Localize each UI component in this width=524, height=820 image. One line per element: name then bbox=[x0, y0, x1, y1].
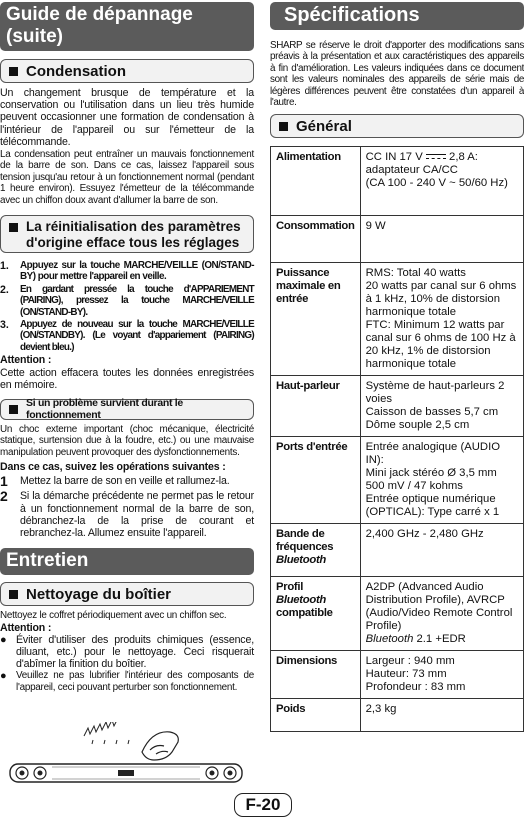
reset-step bbox=[0, 260, 254, 283]
spec-label: Dimensions bbox=[271, 651, 361, 699]
profile-bluetooth: Bluetooth bbox=[276, 594, 327, 607]
reset-step-number: 1. bbox=[0, 260, 9, 273]
problem-step-text: Si la démarche précédente ne permet pas le retour à un fonctionnement normal de la barre de son, débranchez-la de la prise de courant et rebranchez-la. Allumez ensuite l'appareil. bbox=[20, 490, 254, 539]
problem-lead: Dans ce cas, suivez les opérations suivantes : bbox=[0, 461, 226, 474]
spec-value: 2,400 GHz - 2,480 GHz bbox=[360, 524, 523, 577]
problem-step-text: Mettez la barre de son en veille et rallumez-la. bbox=[20, 475, 230, 488]
reset-step bbox=[0, 319, 254, 353]
reset-title-line-1: La réinitialisation des paramètres bbox=[26, 219, 241, 235]
problem-title: Si un problème survient durant le fonctionnement bbox=[26, 397, 183, 422]
cleaning-attention-label: Attention : bbox=[0, 621, 52, 634]
cleaning-bullet bbox=[0, 670, 254, 693]
reset-title-line-2: d'origine efface tous les réglages bbox=[26, 235, 240, 251]
reset-title-box bbox=[0, 215, 254, 253]
reset-step-text: En gardant pressée la touche d'APPARIEMENT (PAIRING), pressez la touche MARCHE/VEILLE (ON/STAND-BY). bbox=[20, 283, 254, 318]
dc-symbol-icon bbox=[426, 153, 446, 161]
spec-value bbox=[360, 577, 523, 651]
specifications-table bbox=[270, 146, 524, 732]
bullet-dot-icon: ● bbox=[0, 670, 7, 683]
condensation-title-box bbox=[0, 59, 254, 83]
square-bullet-icon bbox=[9, 405, 18, 414]
power-supply-voltage: CC IN 17 V bbox=[365, 151, 423, 164]
spec-value: 9 W bbox=[360, 216, 523, 263]
spec-label: Haut-parleur bbox=[271, 376, 361, 437]
spec-row-power-supply bbox=[271, 147, 524, 216]
spec-value: 2,3 kg bbox=[360, 699, 523, 732]
spec-row-max-power bbox=[271, 263, 524, 376]
soundbar-icon bbox=[10, 764, 242, 782]
reset-step-number: 2. bbox=[0, 283, 9, 296]
page-number: F-20 bbox=[234, 793, 292, 817]
spec-row-consumption bbox=[271, 216, 524, 263]
profile-label: Profil bbox=[276, 581, 304, 594]
spec-row-profile bbox=[271, 577, 524, 651]
profile-compatible: compatible bbox=[276, 607, 333, 620]
spec-value: RMS: Total 40 watts 20 watts par canal sur 6 ohms à 1 kHz, 10% de distorsion harmonique totale FTC: Minimum 12 watts par canal sur 6 ohms de 100 Hz à 20 kHz, 1% de distorsion harmonique totale bbox=[360, 263, 523, 376]
problem-title-box bbox=[0, 399, 254, 420]
bullet-dot-icon: ● bbox=[0, 633, 7, 646]
spec-value bbox=[360, 147, 523, 216]
square-bullet-icon bbox=[279, 122, 288, 131]
condensation-paragraph-2: La condensation peut entraîner un mauvais fonctionnement de la barre de son. Dans ce cas, laissez l'appareil sous tension jusqu'au retour à un fonctionnement normal (pendant 1 heure environ). Essuyez l'émetteur de la télécommande avec un chiffon doux avant d'allumer la barre de son. bbox=[0, 149, 254, 206]
spec-label: Poids bbox=[271, 699, 361, 732]
power-supply-adapter: adaptateur CA/CC bbox=[365, 164, 458, 177]
spec-row-dimensions bbox=[271, 651, 524, 699]
cleaning-title-box bbox=[0, 582, 254, 606]
spec-label: Consommation bbox=[271, 216, 361, 263]
hand-cloth-icon bbox=[142, 732, 178, 760]
spec-label bbox=[271, 577, 361, 651]
entretien-header: Entretien bbox=[0, 548, 254, 575]
spec-label: Alimentation bbox=[271, 147, 361, 216]
square-bullet-icon bbox=[9, 67, 18, 76]
spec-row-input-ports bbox=[271, 437, 524, 524]
square-bullet-icon bbox=[9, 223, 18, 232]
soundbar-cleaning-illustration bbox=[0, 722, 254, 792]
problem-step bbox=[0, 490, 254, 539]
spec-row-weight bbox=[271, 699, 524, 732]
profile-bluetooth-version-name: Bluetooth bbox=[365, 633, 414, 646]
spec-value: Largeur : 940 mm Hauteur: 73 mm Profondeur : 83 mm bbox=[360, 651, 523, 699]
cleaning-bullet bbox=[0, 634, 254, 671]
cleaning-bullet-text: Veuillez ne pas lubrifier l'intérieur des composants de l'appareil, ceci pouvant perturber son fonctionnement. bbox=[16, 670, 254, 693]
reset-title bbox=[26, 219, 241, 251]
reset-step-text: Appuyez sur la touche MARCHE/VEILLE (ON/STAND-BY) pour mettre l'appareil en veille. bbox=[20, 260, 254, 283]
frequency-band-bluetooth: Bluetooth bbox=[276, 554, 327, 567]
spec-label bbox=[271, 524, 361, 577]
problem-step bbox=[0, 475, 254, 488]
problem-step-number: 1 bbox=[0, 473, 8, 490]
frequency-band-label: Bande de fréquences bbox=[276, 528, 334, 554]
right-column bbox=[270, 0, 524, 732]
spec-value: Système de haut-parleurs 2 voies Caisson de basses 5,7 cm Dôme souple 2,5 cm bbox=[360, 376, 523, 437]
reset-step-number: 3. bbox=[0, 319, 9, 332]
general-title-box bbox=[270, 114, 524, 138]
problem-step-number: 2 bbox=[0, 488, 8, 505]
profile-bluetooth-version: 2.1 +EDR bbox=[416, 633, 466, 646]
general-title: Général bbox=[296, 117, 352, 135]
troubleshooting-header: Guide de dépannage (suite) bbox=[0, 2, 254, 51]
reset-step bbox=[0, 284, 254, 318]
specifications-header: Spécifications bbox=[270, 2, 524, 30]
specifications-intro: SHARP se réserve le droit d'apporter des modifications sans préavis à la présentation et aux caractéristiques des appareils à fin d'amélioration. Les valeurs indiquées dans ce document sont les valeurs nominales des appareils de série mais de légères différences peuvent être constatées d'un appareil à l'autre. bbox=[270, 40, 524, 109]
power-supply-current: 2,8 A: bbox=[449, 151, 478, 164]
power-supply-ac: (CA 100 - 240 V ~ 50/60 Hz) bbox=[365, 177, 508, 190]
cleaning-paragraph: Nettoyez le coffret périodiquement avec un chiffon sec. bbox=[0, 610, 227, 622]
condensation-paragraph-1: Un changement brusque de température et la conservation ou l'utilisation dans un lieu très humide peuvent occasionner une formation de condensation à l'intérieur de l'appareil ou sur l'émetteur de la télécommande. bbox=[0, 87, 254, 148]
cleaning-bullet-text: Éviter d'utiliser des produits chimiques (essence, diluant, etc.) pour le nettoyage. Ceci risquerait d'abîmer la finition du boîtier. bbox=[16, 633, 254, 671]
spec-label: Puissance maximale en entrée bbox=[271, 263, 361, 376]
sparkle-icon bbox=[84, 722, 129, 744]
profile-list: A2DP (Advanced Audio Distribution Profile), AVRCP (Audio/Video Remote Control Profile) bbox=[365, 581, 513, 633]
left-column bbox=[0, 0, 254, 693]
spec-row-speaker bbox=[271, 376, 524, 437]
problem-paragraph: Un choc externe important (choc mécanique, électricité statique, surtension due à la foudre, etc.) ou une mauvaise manipulation peuvent provoquer des dysfonctionnements. bbox=[0, 423, 254, 458]
cleaning-title: Nettoyage du boîtier bbox=[26, 585, 172, 603]
condensation-title: Condensation bbox=[26, 62, 126, 80]
spec-value: Entrée analogique (AUDIO IN): Mini jack stéréo Ø 3,5 mm 500 mV / 47 kohms Entrée optique numérique (OPTICAL): Type carré x 1 bbox=[360, 437, 523, 524]
reset-attention-text: Cette action effacera toutes les données enregistrées en mémoire. bbox=[0, 366, 254, 391]
reset-step-text: Appuyez de nouveau sur la touche MARCHE/VEILLE (ON/STANDBY). (Le voyant d'appariement (PAIRING) devient bleu.) bbox=[20, 319, 254, 353]
reset-steps bbox=[0, 260, 254, 353]
spec-label: Ports d'entrée bbox=[271, 437, 361, 524]
square-bullet-icon bbox=[9, 590, 18, 599]
reset-attention-label: Attention : bbox=[0, 354, 52, 367]
spec-row-frequency-band bbox=[271, 524, 524, 577]
